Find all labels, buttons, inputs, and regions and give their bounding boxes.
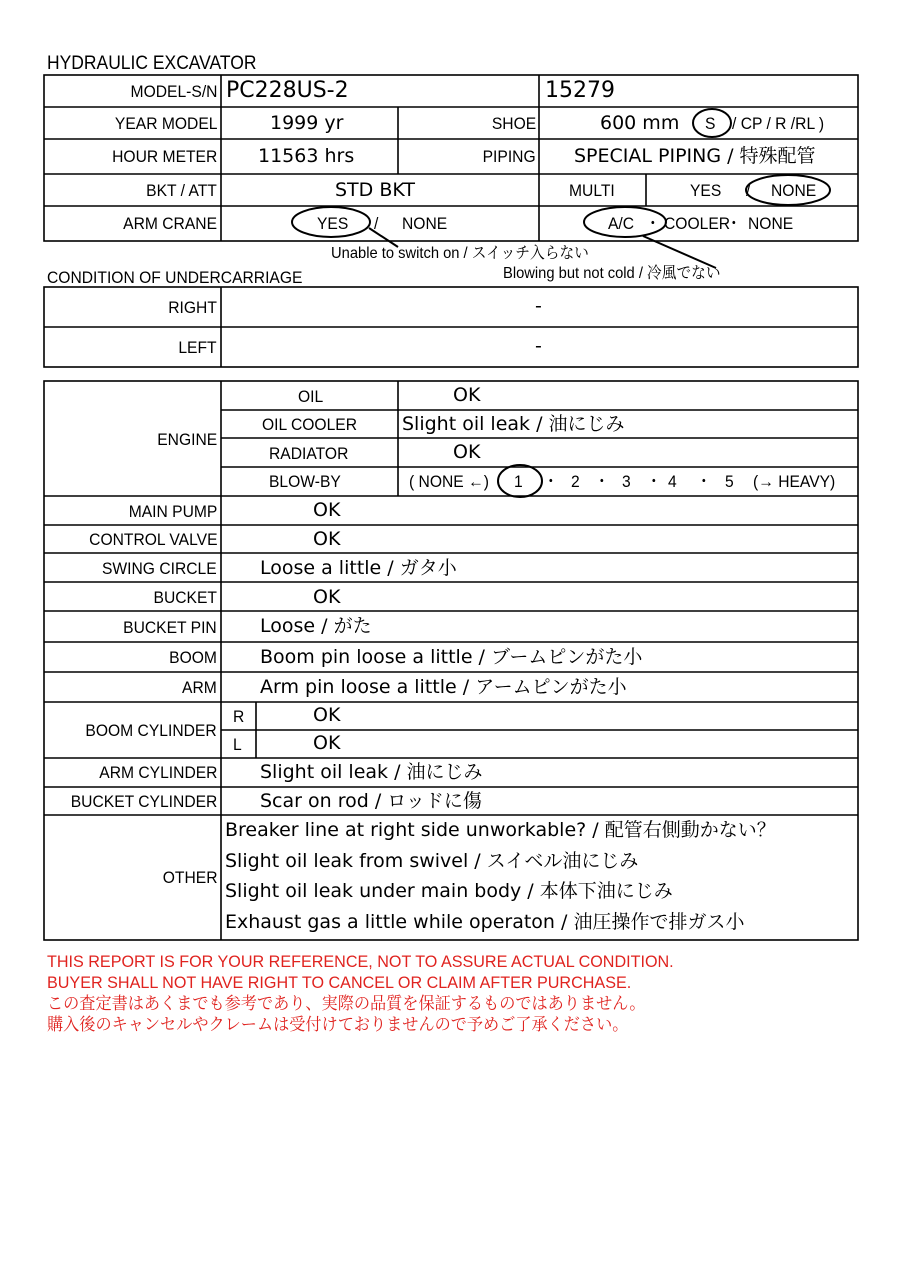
shoe-label: SHOE [491,114,536,133]
bucket-pin-value: Loose / がた [260,615,372,637]
multi-yes: YES [690,181,722,200]
blowby-dot-3: ・ [646,472,662,491]
engine-label: ENGINE [157,430,217,449]
arm-value: Arm pin loose a little / アームピンがた小 [260,676,627,698]
control-valve-value: OK [313,528,341,550]
boom-cylinder-r-value: OK [313,704,341,726]
shoe-option-s: S [705,114,716,133]
boom-cylinder-l-label: L [233,735,242,754]
boom-cylinder-l-value: OK [313,732,341,754]
arm-crane-note: Unable to switch on / スイッチ入らない [331,245,589,262]
piping-value: SPECIAL PIPING / 特殊配管 [574,145,816,167]
blowby-dot-4: ・ [696,472,712,491]
disclaimer-line: 購入後のキャンセルやクレームは受付けておりませんので予めご了承ください。 [47,1015,629,1034]
ac-dot-1: ・ [645,214,661,233]
other-item: Slight oil leak from swivel / スイベル油にじみ [225,850,639,872]
bkt-label: BKT / ATT [146,181,217,200]
blowby-level-3: 3 [622,472,631,491]
model-label: MODEL-S/N [130,82,217,101]
bucket-pin-label: BUCKET PIN [123,618,217,637]
arm-cylinder-label: ARM CYLINDER [98,763,217,782]
year-value: 1999 yr [270,112,344,134]
bucket-value: OK [313,586,341,608]
boom-label: BOOM [169,648,217,667]
oil-cooler-value: Slight oil leak / 油にじみ [402,413,625,435]
bucket-label: BUCKET [153,588,217,607]
boom-value: Boom pin loose a little / ブームピンがた小 [260,646,643,668]
boom-cylinder-r-label: R [233,707,245,726]
other-item: Slight oil leak under main body / 本体下油にじみ [225,880,673,902]
hours-value: 11563 hrs [258,145,355,167]
shoe-size-value: 600 mm [600,112,680,134]
ac-note: Blowing but not cold / 冷風でない [503,265,721,282]
multi-label: MULTI [569,181,615,200]
blowby-level-4: 4 [668,472,677,491]
year-label: YEAR MODEL [114,114,217,133]
undercarriage-left-value: - [535,335,542,357]
arm-label: ARM [182,678,217,697]
disclaimer-line: BUYER SHALL NOT HAVE RIGHT TO CANCEL OR CLAIM AFTER PURCHASE. [47,973,632,992]
swing-circle-value: Loose a little / ガタ小 [260,557,457,579]
blowby-dot-2: ・ [594,472,610,491]
bucket-cylinder-label: BUCKET CYLINDER [70,792,217,811]
oil-value: OK [453,384,481,406]
blowby-start: ( NONE ←) [409,472,489,491]
other-label: OTHER [162,868,217,887]
radiator-label: RADIATOR [269,444,349,463]
blowby-level-1: 1 [514,472,523,491]
disclaimer-line: THIS REPORT IS FOR YOUR REFERENCE, NOT TO ASSURE ACTUAL CONDITION. [47,952,674,971]
undercarriage-right-value: - [535,295,542,317]
arm-cylinder-value: Slight oil leak / 油にじみ [260,761,483,783]
arm-crane-separator: / [374,214,379,233]
ac-cooler: COOLER [664,214,731,233]
other-item: Breaker line at right side unworkable? / 配管右側動かない？ [225,819,776,841]
multi-none: NONE [771,181,817,200]
ac-dot-2: ・ [726,214,742,233]
ac-label: A/C [608,214,635,233]
other-item: Exhaust gas a little while operaton / 油圧操作で排ガス小 [225,911,745,933]
blowby-level-5: 5 [725,472,734,491]
boom-cylinder-label: BOOM CYLINDER [85,721,217,740]
oil-cooler-label: OIL COOLER [262,415,358,434]
main-pump-label: MAIN PUMP [128,502,217,521]
piping-label: PIPING [482,147,536,166]
bucket-cylinder-value: Scar on rod / ロッドに傷 [260,790,482,812]
shoe-options: / CP / R /RL ) [732,114,825,133]
oil-label: OIL [298,387,324,406]
blowby-level-2: 2 [571,472,580,491]
undercarriage-title: CONDITION OF UNDERCARRIAGE [47,268,303,287]
multi-separator: / [746,181,751,200]
control-valve-label: CONTROL VALVE [88,530,217,549]
undercarriage-right-label: RIGHT [168,298,217,317]
bkt-value: STD BKT [335,179,415,201]
ac-none: NONE [748,214,794,233]
blowby-end: (→ HEAVY) [753,472,836,491]
document-title: HYDRAULIC EXCAVATOR [47,53,257,74]
disclaimer-line: この査定書はあくまでも参考であり、実際の品質を保証するものではありません。 [47,994,646,1013]
undercarriage-left-label: LEFT [178,338,217,357]
main-pump-value: OK [313,499,341,521]
arm-crane-label: ARM CRANE [123,214,217,233]
hour-label: HOUR METER [111,147,217,166]
blowby-dot-1: ・ [543,472,559,491]
model-value: PC228US-2 [226,78,349,103]
serial-value: 15279 [545,78,615,103]
radiator-value: OK [453,441,481,463]
arm-crane-yes: YES [317,214,349,233]
swing-circle-label: SWING CIRCLE [102,559,217,578]
arm-crane-none: NONE [402,214,448,233]
blowby-label: BLOW-BY [269,472,341,491]
